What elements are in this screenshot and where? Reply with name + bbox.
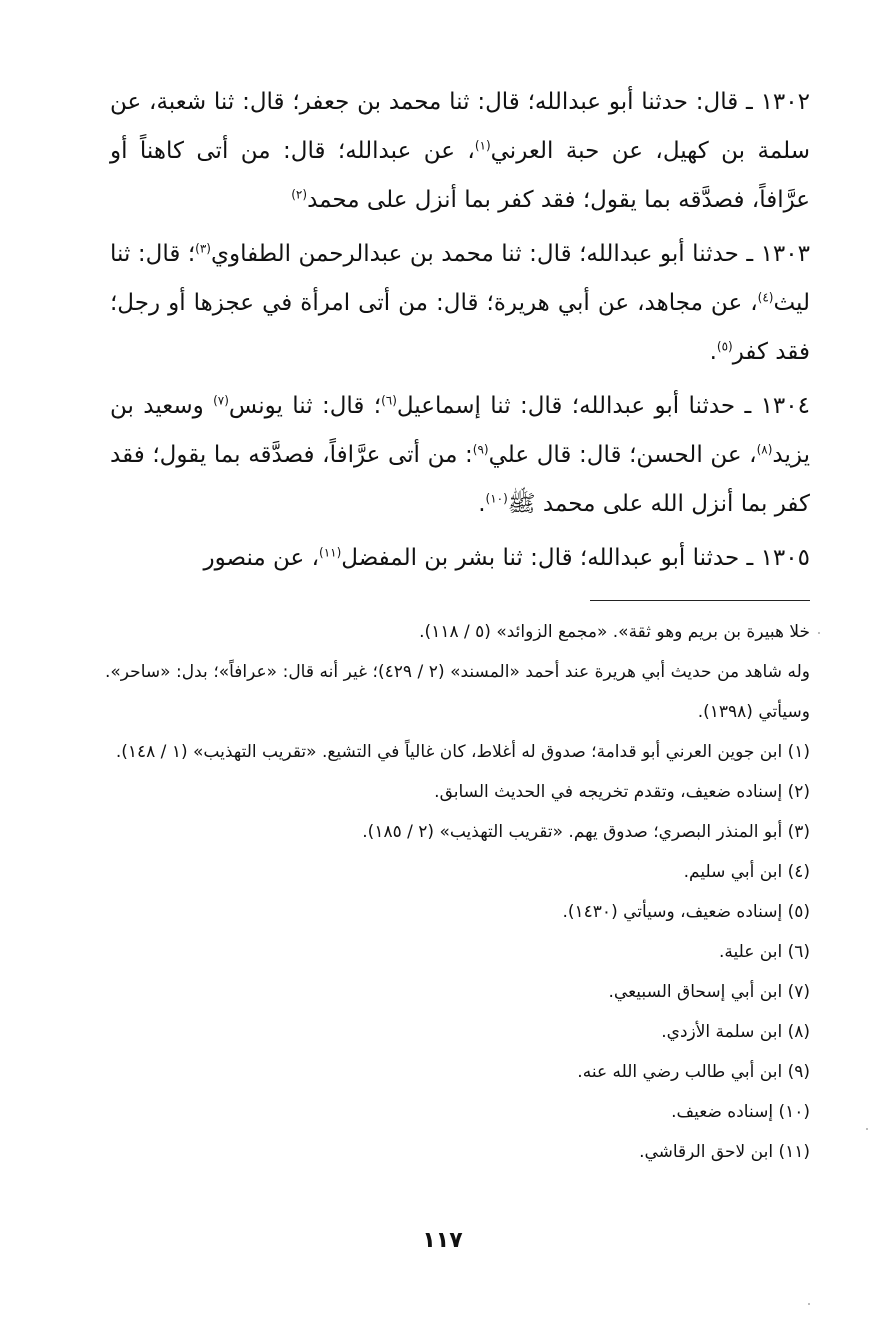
hadith-1304 <box>110 382 810 529</box>
hadith-1302 <box>110 78 810 225</box>
footnote-carryover: خلا هبيرة بن بريم وهو ثقة». «مجمع الزوائد» (٥ / ١١٨). <box>419 622 810 642</box>
scan-speck <box>866 1128 868 1130</box>
footnote-ref: (٧) <box>213 393 229 408</box>
footnotes <box>105 612 810 1172</box>
footnote-2: (٢) إسناده ضعيف، وتقدم تخريجه في الحديث السابق. <box>434 782 810 802</box>
footnote-ref: (٨) <box>756 442 773 457</box>
hadith-text: ، عن الحسن؛ قال: قال علي <box>488 442 757 468</box>
footnote-10: (١٠) إسناده ضعيف. <box>671 1102 810 1122</box>
hadith-text: ، عن مجاهد، عن أبي هريرة؛ قال: من أتى امرأة في عجزها أو رجل؛ فقد كفر <box>110 290 810 365</box>
hadith-text: وسعيد بن يزيد <box>110 393 810 468</box>
footnote-7: (٧) ابن أبي إسحاق السبيعي. <box>608 982 810 1002</box>
footnote-6: (٦) ابن علية. <box>718 942 810 962</box>
footnote-ref: (٥) <box>716 339 733 354</box>
page-number: ١١٧ <box>422 1228 463 1253</box>
footnote-4: (٤) ابن أبي سليم. <box>683 862 810 882</box>
footnote-ref: (٩) <box>472 442 489 457</box>
scan-speck <box>818 632 820 634</box>
footnote-8: (٨) ابن سلمة الأزدي. <box>661 1022 810 1042</box>
hadith-text: ١٣٠٥ ـ حدثنا أبو عبدالله؛ قال: ثنا بشر بن المفضل <box>341 545 810 571</box>
hadith-text: : من أتى عرَّافاً، فصدَّقه بما يقول؛ فقد كفر بما أنزل الله على محمد ﷺ <box>110 442 810 517</box>
hadith-1305 <box>110 534 810 583</box>
footnote-ref: (٢) <box>291 187 308 202</box>
main-text <box>110 78 810 588</box>
footnote-11: (١١) ابن لاحق الرقاشي. <box>639 1142 810 1162</box>
hadith-text: . <box>709 339 717 365</box>
hadith-text: ١٣٠٣ ـ حدثنا أبو عبدالله؛ قال: ثنا محمد بن عبدالرحمن الطفاوي <box>210 241 810 267</box>
footnote-ref: (٦) <box>381 393 397 408</box>
footnote-carryover: وله شاهد من حديث أبي هريرة عند أحمد «المسند» (٢ / ٤٢٩)؛ غير أنه قال: «عرافاً»؛ بدل: «ساحر». وسيأتي (١٣٩٨). <box>105 662 810 722</box>
footnote-3: (٣) أبو المنذر البصري؛ صدوق يهم. «تقريب التهذيب» (٢ / ١٨٥). <box>362 822 810 842</box>
footnote-1: (١) ابن جوين العرني أبو قدامة؛ صدوق له أغلاط، كان غالياً في التشيع. «تقريب التهذيب» (١ / ١٤٨). <box>115 742 810 762</box>
hadith-text: ١٣٠٢ ـ قال: حدثنا أبو عبدالله؛ قال: ثنا محمد بن جعفر؛ قال: ثنا شعبة، عن سلمة بن كهيل، عن حبة العرني <box>110 89 810 164</box>
footnote-9: (٩) ابن أبي طالب رضي الله عنه. <box>577 1062 810 1082</box>
hadith-text: ، عن عبدالله؛ قال: من أتى كاهناً أو عرَّافاً، فصدَّقه بما يقول؛ فقد كفر بما أنزل على محمد <box>110 138 810 213</box>
footnote-ref: (١) <box>474 138 491 153</box>
hadith-text: ١٣٠٤ ـ حدثنا أبو عبدالله؛ قال: ثنا إسماعيل <box>396 393 810 419</box>
hadith-text: ، عن منصور <box>203 545 320 571</box>
footnote-divider <box>590 600 810 601</box>
hadith-text: . <box>478 491 486 517</box>
hadith-text: ؛ قال: ثنا ليث <box>110 241 810 316</box>
footnote-ref: (٤) <box>757 290 774 305</box>
hadith-text: ؛ قال: ثنا يونس <box>228 393 382 419</box>
scan-speck <box>808 1303 810 1305</box>
footnote-ref: (٣) <box>195 241 211 256</box>
hadith-1303 <box>110 230 810 377</box>
footnote-ref: (١٠) <box>485 491 508 506</box>
footnote-ref: (١١) <box>319 545 342 560</box>
footnote-5: (٥) إسناده ضعيف، وسيأتي (١٤٣٠). <box>562 902 810 922</box>
